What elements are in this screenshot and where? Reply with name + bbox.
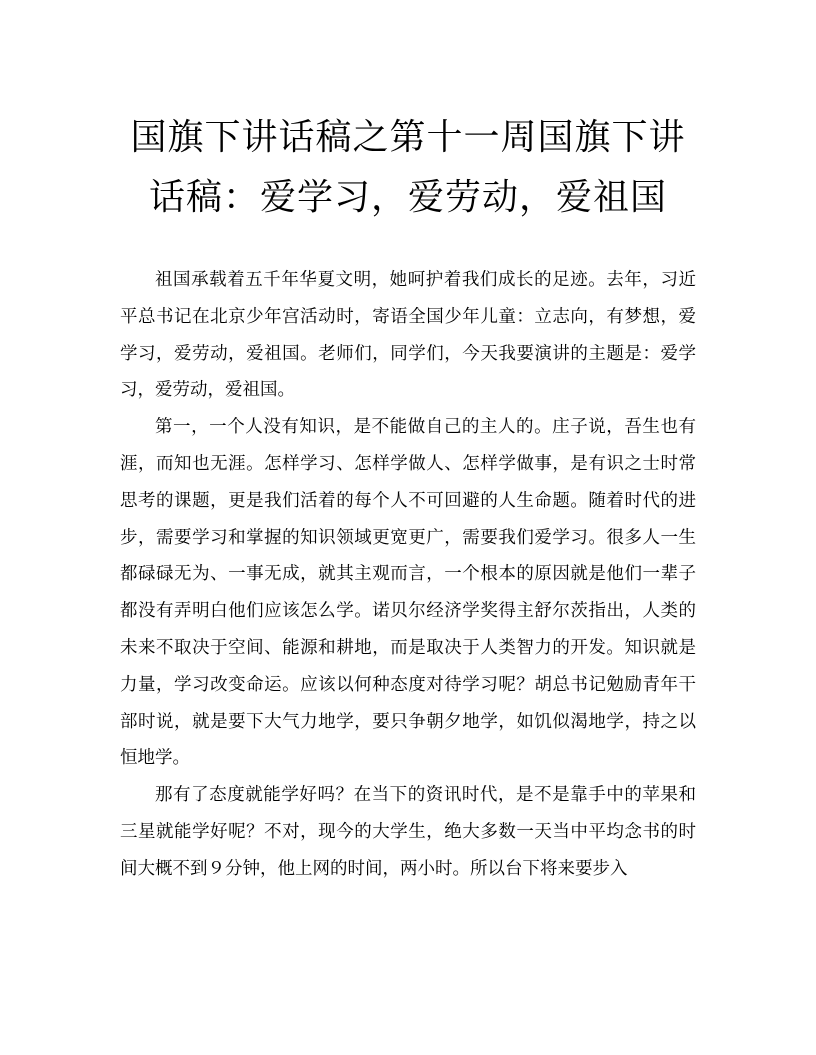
paragraph: 祖国承载着五千年华夏文明，她呵护着我们成长的足迹。去年，习近平总书记在北京少年宫活动时，寄语全国少年儿童：立志向，有梦想，爱学习，爱劳动，爱祖国。老师们，同学们，今天我要演讲的主题是：爱学习，爱劳动，爱祖国。 [120,270,696,401]
paragraph: 那有了态度就能学好吗？在当下的资讯时代，是不是靠手中的苹果和三星就能学好呢？不对，现今的大学生，绝大多数一天当中平均念书的时间大概不到９分钟，他上网的时间，两小时。所以台下将来要步入 [120,785,696,879]
paragraph: 第一，一个人没有知识，是不能做自己的主人的。庄子说，吾生也有涯，而知也无涯。怎样学习、怎样学做人、怎样学做事，是有识之士时常思考的课题，更是我们活着的每个人不可回避的人生命题。随着时代的进步，需要学习和掌握的知识领域更宽更广，需要我们爱学习。很多人一生都碌碌无为、一事无成，就其主观而言，一个根本的原因就是他们一辈子都没有弄明白他们应该怎么学。诺贝尔经济学奖得主舒尔茨指出，人类的未来不取决于空间、能源和耕地，而是取决于人类智力的开发。知识就是力量，学习改变命运。应该以何种态度对待学习呢？胡总书记勉励青年干部时说，就是要下大气力地学，要只争朝夕地学，如饥似渴地学，持之以恒地学。 [120,417,696,769]
document-body [120,262,696,888]
document-title: 国旗下讲话稿之第十一周国旗下讲话稿：爱学习，爱劳动，爱祖国 [130,117,686,218]
